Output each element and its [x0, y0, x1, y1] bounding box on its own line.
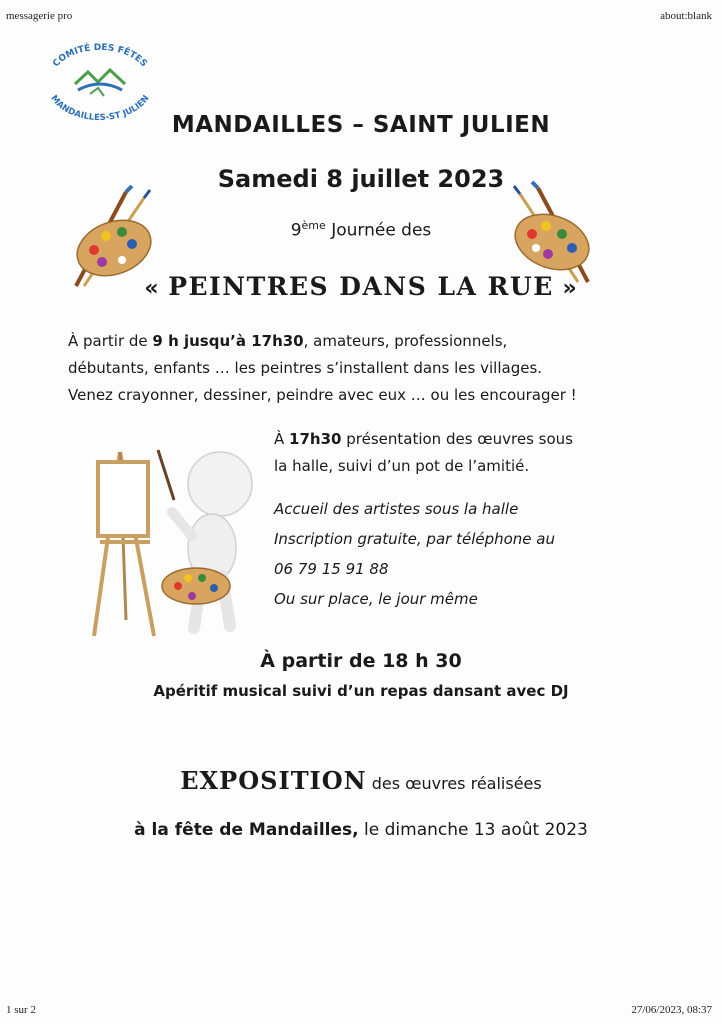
intro-line-2: débutants, enfants … les peintres s’installent dans les villages.: [68, 359, 543, 377]
palette-left-icon: [66, 182, 156, 292]
presentation-block: [274, 426, 654, 480]
logo-emblem-icon: [40, 42, 160, 122]
evening-title: À partir de 18 h 30: [260, 650, 462, 672]
presentation-line-2: la halle, suivi d’un pot de l’amitié.: [274, 457, 530, 475]
presentation-b: présentation des œuvres sous: [341, 430, 573, 448]
presentation-time: 17h30: [289, 430, 342, 448]
intro-hours: 9 h jusqu’à 17h30: [152, 332, 304, 350]
edition-suffix: ème: [301, 219, 326, 232]
event-date: Samedi 8 juillet 2023: [217, 165, 505, 193]
presentation-line-1: [274, 426, 654, 453]
edition-rest: Journée des: [325, 220, 432, 241]
intro-line-1: [68, 328, 668, 355]
intro-text-a: À partir de: [68, 332, 153, 350]
intro-text-c: , amateurs, professionnels,: [303, 332, 508, 350]
quote-close: »: [553, 276, 578, 301]
exposition-date: le dimanche 13 août 2023: [358, 820, 588, 840]
quote-open: «: [144, 276, 169, 301]
inscription-block: [274, 494, 654, 614]
event-name: PEINTRES DANS LA RUE: [168, 272, 554, 301]
exposition-title: EXPOSITION: [180, 766, 367, 795]
town-title: MANDAILLES – SAINT JULIEN: [171, 112, 551, 138]
inscription-line-2: Inscription gratuite, par téléphone au: [274, 530, 555, 548]
evening-subtitle: Apéritif musical suivi d’un repas dansant avec DJ: [153, 682, 569, 700]
painter-easel-icon: [84, 440, 264, 640]
print-header-left: messagerie pro: [6, 10, 73, 22]
intro-line-3: Venez crayonner, dessiner, peindre avec eux … ou les encourager !: [68, 386, 577, 404]
edition-number: 9: [290, 220, 302, 241]
exposition-rest: des œuvres réalisées: [366, 774, 542, 793]
inscription-phone: 06 79 15 91 88: [274, 560, 389, 578]
presentation-a: À: [274, 430, 290, 448]
svg-text:MANDAILLES-ST JULIEN: MANDAILLES-ST JULIEN: [48, 93, 152, 122]
comite-logo: [40, 42, 160, 122]
svg-text:COMITÉ DES FÊTES: COMITÉ DES FÊTES: [51, 42, 149, 70]
exposition-line: [0, 766, 722, 795]
painter-illustration: [84, 440, 264, 640]
print-footer-right: 27/06/2023, 08:37: [631, 1004, 712, 1016]
print-footer-left: 1 sur 2: [6, 1004, 36, 1016]
print-header-right: about:blank: [660, 10, 712, 22]
intro-paragraph: [68, 328, 668, 409]
exposition-date-line: [0, 820, 722, 840]
exposition-place: à la fête de Mandailles,: [134, 820, 359, 840]
palette-right-icon: [508, 178, 600, 288]
inscription-line-1: Accueil des artistes sous la halle: [274, 500, 519, 518]
inscription-line-4: Ou sur place, le jour même: [274, 590, 478, 608]
